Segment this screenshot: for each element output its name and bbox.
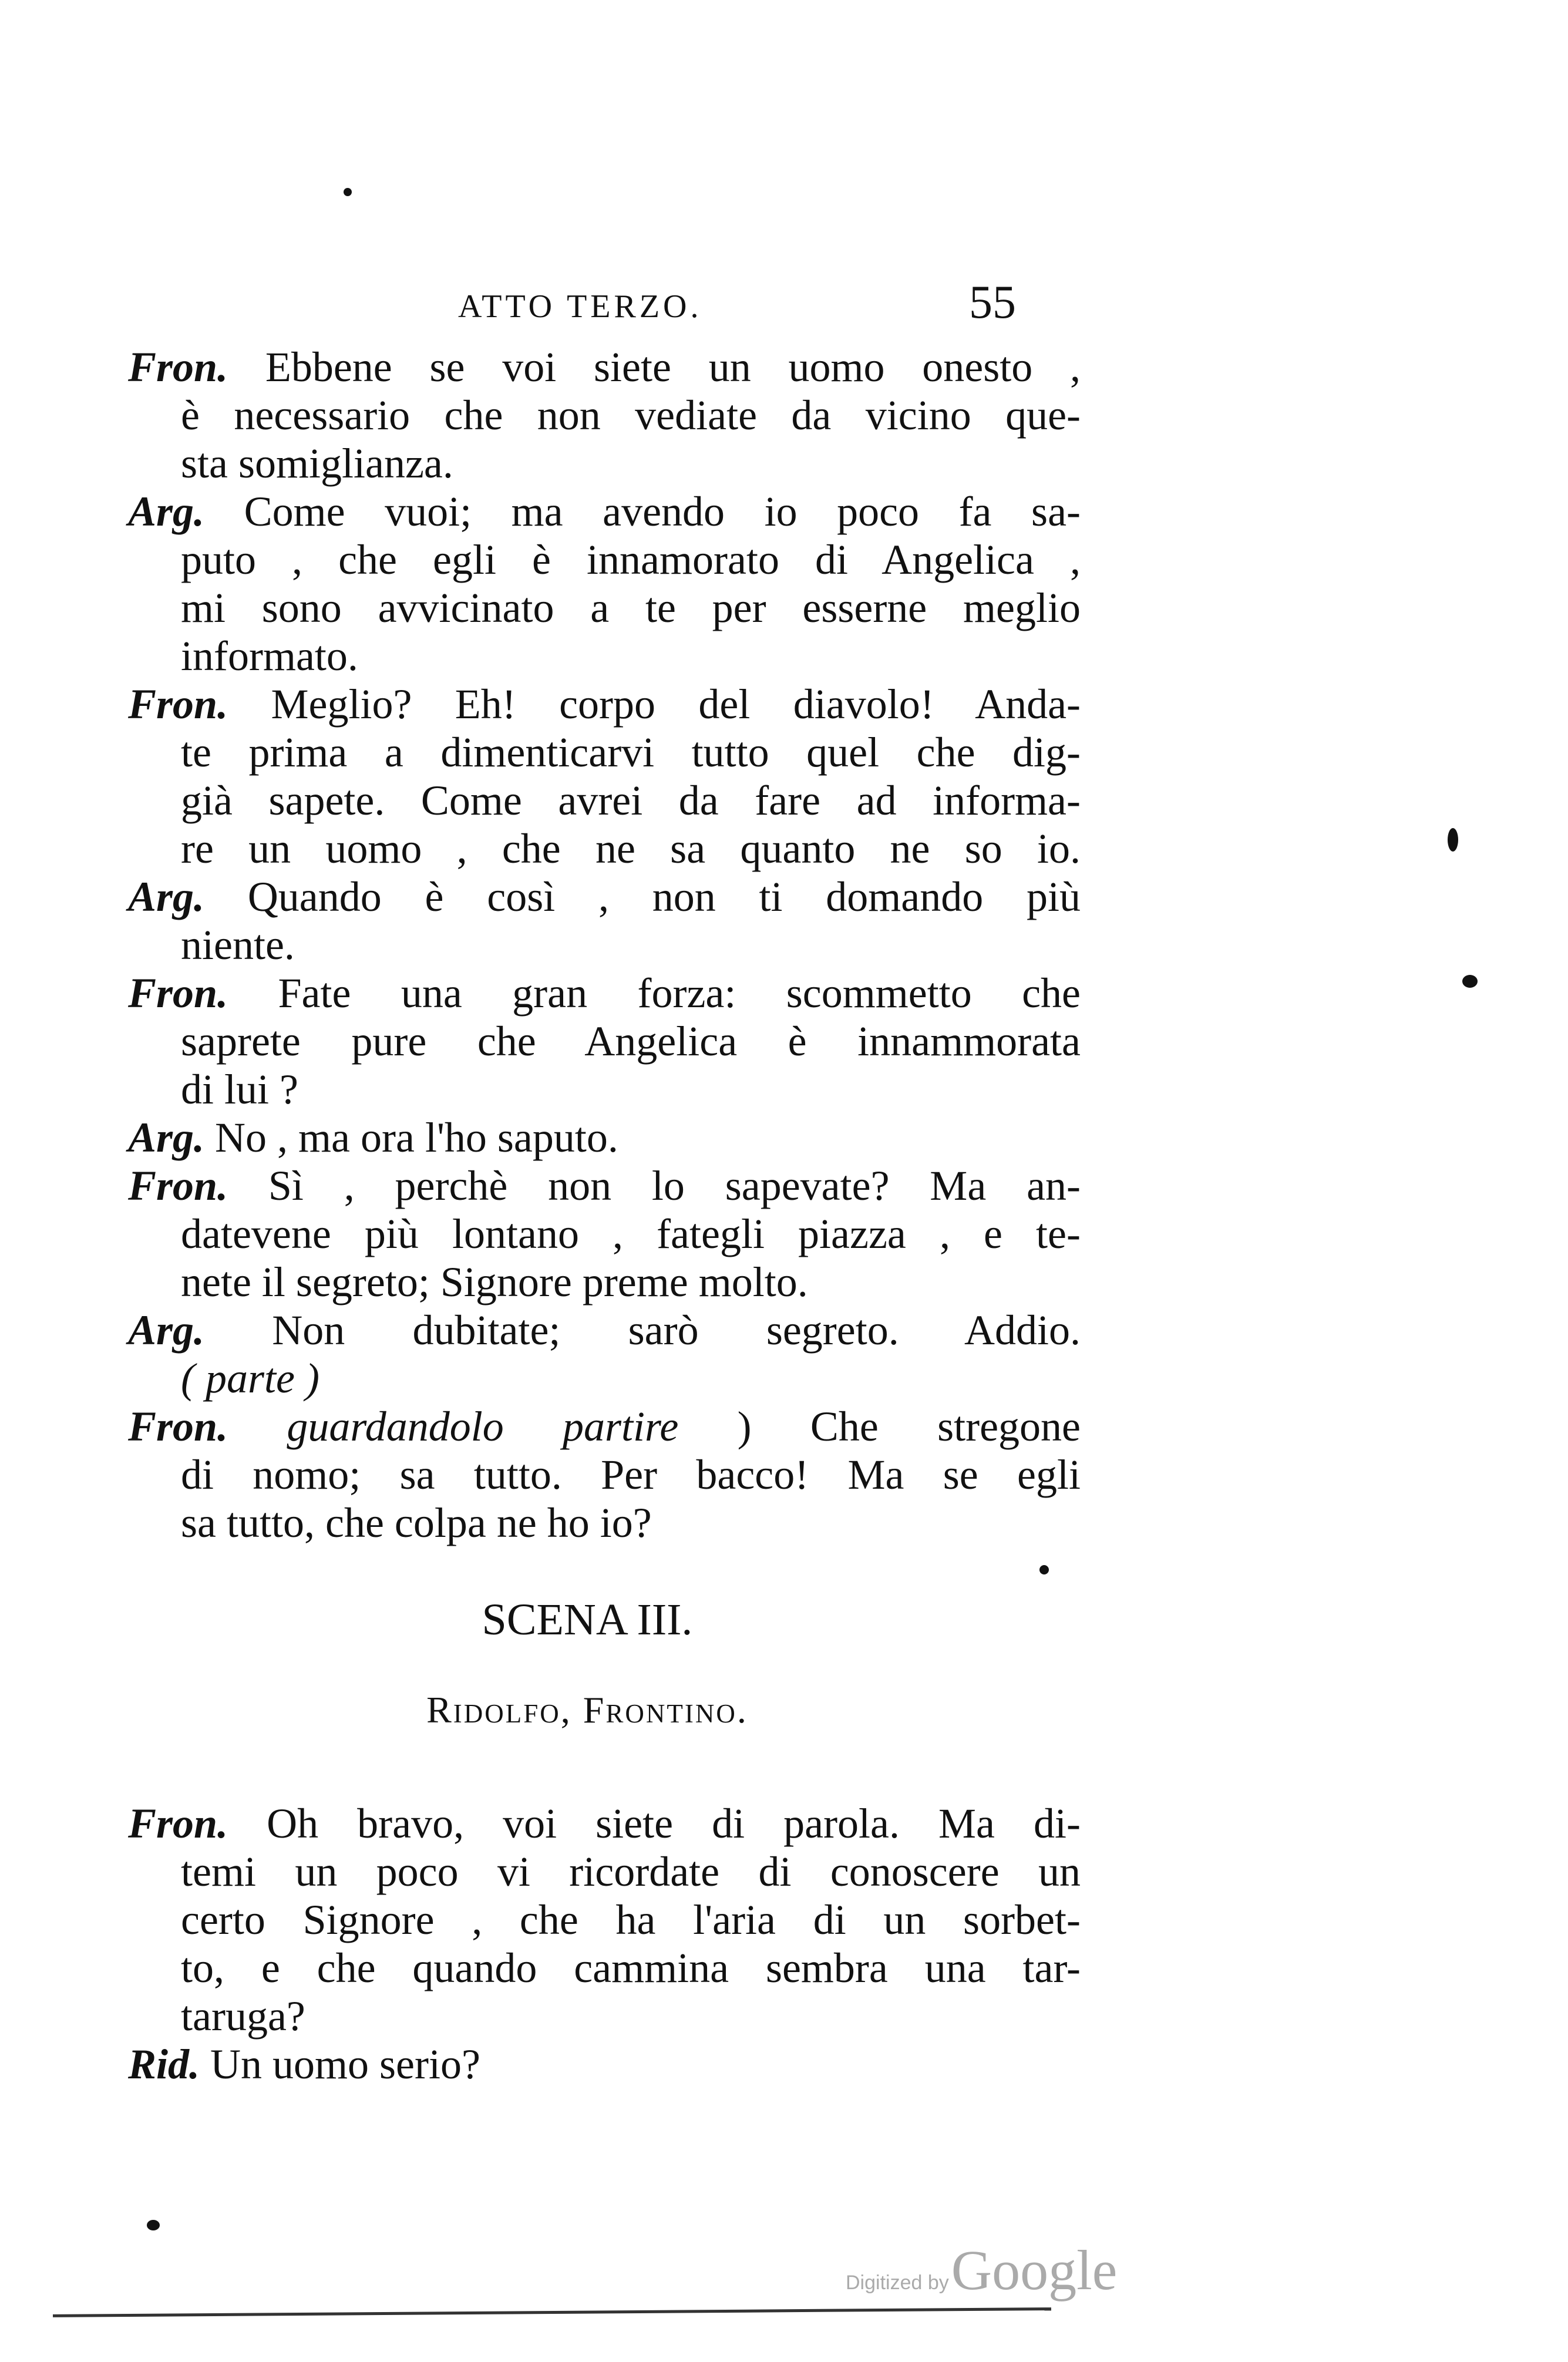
text-line — [181, 1066, 298, 1113]
text-line — [181, 584, 1081, 631]
line-text: mi sono avvicinato a te per esserne meglio — [181, 584, 1081, 631]
line-text: to, e che quando cammina sembra una tar- — [181, 1944, 1081, 1991]
text-line — [128, 1403, 1081, 1450]
line-text: Fate una gran forza: scommetto che — [278, 970, 1081, 1017]
line-text: Oh bravo, voi siete di parola. Ma di- — [267, 1800, 1081, 1847]
line-text: Un uomo serio? — [210, 2041, 480, 2088]
speaker-name: Fron. — [128, 344, 228, 391]
text-line — [128, 344, 1081, 391]
text-line — [181, 536, 1081, 583]
line-text: saprete pure che Angelica è innammorata — [181, 1018, 1081, 1065]
text-line — [181, 440, 453, 487]
line-text: taruga? — [181, 1993, 305, 2040]
text-line — [181, 921, 295, 968]
line-text: puto , che egli è innamorato di Angelica , — [181, 536, 1081, 583]
text-line — [181, 1355, 319, 1402]
speaker-name: Rid. — [128, 2041, 200, 2088]
line-text: ) Che stregone — [737, 1403, 1081, 1450]
text-line — [181, 1944, 1081, 1991]
text-line — [181, 1993, 305, 2040]
line-text: ( parte ) — [181, 1355, 319, 1402]
watermark-brand: Google — [951, 2239, 1118, 2302]
text-line — [181, 777, 1081, 824]
line-text: te prima a dimenticarvi tutto quel che dig- — [181, 729, 1081, 776]
bottom-rule — [53, 2307, 1051, 2317]
text-line — [181, 1210, 1081, 1257]
line-text: di nomo; sa tutto. Per bacco! Ma se egli — [181, 1451, 1081, 1498]
text-line — [128, 1162, 1081, 1209]
scene-heading: SCENA III. — [482, 1595, 693, 1644]
scene-characters: Ridolfo, Frontino. — [426, 1689, 748, 1731]
speaker-name: Arg. — [128, 873, 205, 920]
line-text: Meglio? Eh! corpo del diavolo! Anda- — [271, 681, 1081, 728]
text-line — [128, 1800, 1081, 1847]
speaker-name: Arg. — [128, 1307, 205, 1354]
text-line — [128, 873, 1081, 920]
text-line — [181, 1848, 1081, 1895]
line-text: sta somiglianza. — [181, 440, 453, 487]
speaker-name: Arg. — [128, 1114, 205, 1161]
line-text: informato. — [181, 632, 358, 679]
speaker-name: Fron. — [128, 970, 228, 1017]
text-line — [128, 488, 1081, 535]
line-text: sa tutto, che colpa ne ho io? — [181, 1499, 652, 1546]
text-line — [128, 1307, 1081, 1354]
running-header: ATTO TERZO. — [458, 288, 702, 325]
text-line — [181, 825, 1081, 872]
line-text: re un uomo , che ne sa quanto ne so io. — [181, 825, 1081, 872]
line-text: Quando è così , non ti domando più — [247, 873, 1081, 920]
text-line — [181, 392, 1081, 439]
ink-speck — [1462, 975, 1478, 988]
line-text: Come vuoi; ma avendo io poco fa sa- — [244, 488, 1081, 535]
line-text: Ebbene se voi siete un uomo onesto , — [265, 344, 1081, 391]
line-text: nete il segreto; Signore preme molto. — [181, 1259, 808, 1306]
line-text: No , ma ora l'ho saputo. — [215, 1114, 618, 1161]
ink-speck — [1448, 828, 1458, 852]
text-line — [128, 681, 1081, 728]
line-text: datevene più lontano , fategli piazza , e te- — [181, 1210, 1081, 1257]
ink-speck — [1039, 1565, 1049, 1574]
line-text: già sapete. Come avrei da fare ad informa- — [181, 777, 1081, 824]
line-text: è necessario che non vediate da vicino que- — [181, 392, 1081, 439]
line-text: niente. — [181, 921, 295, 968]
text-line — [181, 1259, 808, 1306]
stage-direction: guardandolo partire — [287, 1403, 679, 1450]
text-line — [181, 1018, 1081, 1065]
text-line — [128, 970, 1081, 1017]
page-number: 55 — [969, 277, 1016, 328]
text-line — [181, 632, 358, 679]
text-line — [181, 729, 1081, 776]
text-line — [181, 1499, 652, 1546]
text-line — [181, 1896, 1081, 1943]
google-watermark — [846, 2237, 1117, 2303]
speaker-name: Fron. — [128, 1800, 228, 1847]
line-text: di lui ? — [181, 1066, 298, 1113]
line-text: certo Signore , che ha l'aria di un sorbet- — [181, 1896, 1081, 1943]
text-line — [128, 2041, 480, 2088]
speaker-name: Fron. — [128, 1162, 228, 1209]
ink-speck — [344, 188, 352, 196]
text-line — [181, 1451, 1081, 1498]
speaker-name: Fron. — [128, 681, 228, 728]
speaker-name: Fron. — [128, 1403, 228, 1450]
ink-speck — [147, 2220, 160, 2230]
line-text: temi un poco vi ricordate di conoscere un — [181, 1848, 1081, 1895]
line-text: Non dubitate; sarò segreto. Addio. — [272, 1307, 1081, 1354]
text-line — [128, 1114, 618, 1161]
speaker-name: Arg. — [128, 488, 205, 535]
line-text: Sì , perchè non lo sapevate? Ma an- — [268, 1162, 1081, 1209]
watermark-prefix: Digitized by — [846, 2272, 949, 2294]
